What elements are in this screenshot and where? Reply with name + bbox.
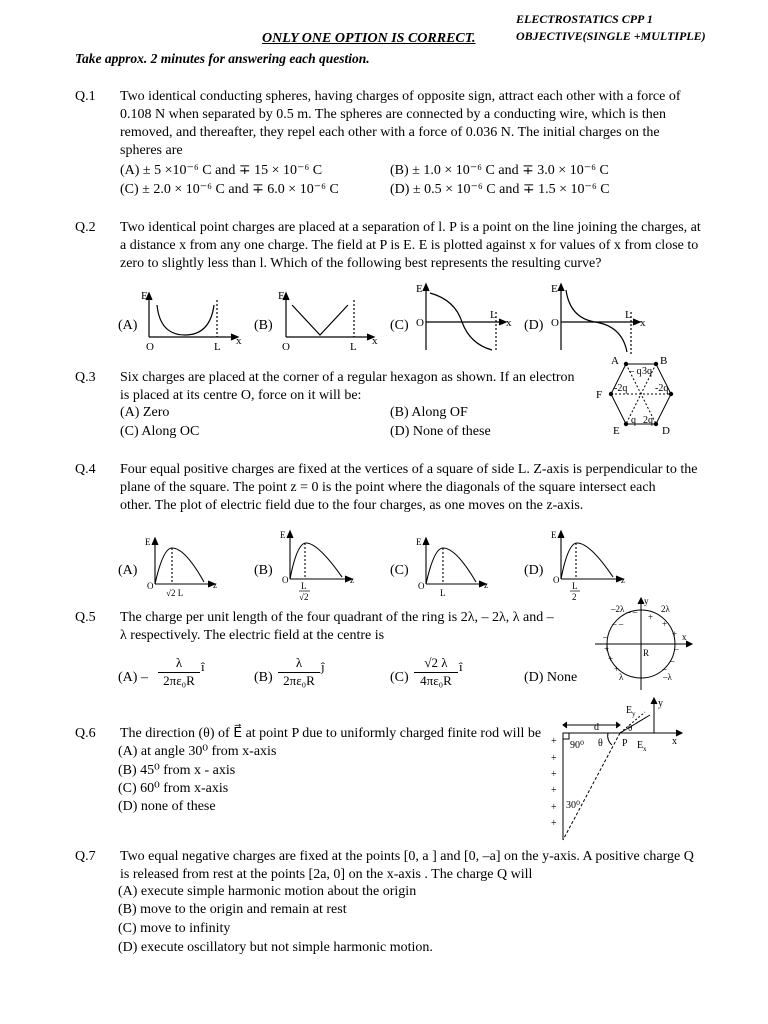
svg-text:E: E — [551, 530, 557, 540]
q5-c-denominator: 4πε₀R — [414, 672, 458, 689]
svg-text:θ: θ — [598, 738, 603, 749]
q2-option-c[interactable]: (C) — [390, 318, 409, 333]
q5-b-unit: ĵ — [321, 659, 325, 674]
svg-text:–: – — [674, 644, 679, 654]
svg-text:+: + — [648, 612, 654, 622]
svg-text:F: F — [596, 389, 603, 401]
q1-number: Q.1 — [75, 89, 96, 104]
q4-option-d[interactable]: (D) — [524, 563, 544, 578]
q4-line: Four equal positive charges are fixed at the vertices of a square of side L. Z-axis is perpendicular to the — [120, 462, 698, 477]
q1-line: Two identical conducting spheres, having charges of opposite sign, attract each other with a force of — [120, 89, 681, 104]
svg-text:– –: – – — [626, 607, 638, 617]
svg-text:O: O — [551, 317, 559, 329]
q4-line: plane of the square. The point z = 0 is the point where the diagonals of the square intersect each — [120, 480, 656, 495]
svg-text:+: + — [662, 619, 668, 629]
svg-text:–: – — [603, 632, 608, 642]
svg-text:R: R — [643, 648, 650, 658]
header-type: OBJECTIVE(SINGLE +MULTIPLE) — [516, 29, 706, 43]
svg-text:y: y — [644, 596, 649, 606]
svg-text:O: O — [416, 317, 424, 329]
svg-text:+: + — [551, 769, 557, 780]
q5-a-numerator: λ — [175, 655, 183, 670]
q3-number: Q.3 — [75, 370, 96, 385]
q6-option-b[interactable]: (B) 45⁰ from x - axis — [118, 763, 236, 778]
svg-text:L: L — [440, 588, 446, 598]
q5-c-unit: î — [459, 659, 463, 674]
svg-text:L: L — [490, 309, 497, 321]
svg-text:– q: – q — [629, 366, 642, 377]
svg-text:+: + — [608, 654, 614, 664]
q3-option-a[interactable]: (A) Zero — [120, 405, 170, 420]
svg-text:B: B — [660, 355, 668, 367]
q6-option-d[interactable]: (D) none of these — [118, 799, 216, 814]
svg-text:O: O — [553, 575, 560, 585]
svg-text:-2q: -2q — [655, 383, 669, 394]
q4-option-c[interactable]: (C) — [390, 563, 409, 578]
svg-text:+: + — [551, 753, 557, 764]
q1-line: spheres are — [120, 143, 183, 158]
svg-text:+: + — [551, 818, 557, 829]
q3-option-d[interactable]: (D) None of these — [390, 424, 491, 439]
q1-option-b[interactable]: (B) ± 1.0 × 10⁻⁶ C and ∓ 3.0 × 10⁻⁶ C — [390, 163, 609, 178]
q6-number: Q.6 — [75, 726, 96, 741]
svg-text:E: E — [141, 290, 148, 302]
svg-text:λ: λ — [619, 672, 624, 682]
q1-line: removed, and thereafter, they repel each other with a force of 0.036 N. The initial charges on the — [120, 125, 660, 140]
q5-line: The charge per unit length of the four quadrant of the ring is 2λ, – 2λ, λ and – — [120, 610, 554, 625]
q5-option-b[interactable]: (B) — [254, 670, 273, 685]
svg-text:O: O — [418, 581, 425, 591]
svg-text:+: + — [672, 629, 678, 639]
q2-option-a[interactable]: (A) — [118, 318, 138, 333]
svg-text:L: L — [625, 309, 632, 321]
svg-text:90⁰: 90⁰ — [570, 740, 585, 751]
q7-number: Q.7 — [75, 849, 96, 864]
svg-text:E: E — [278, 290, 285, 302]
q6-option-a[interactable]: (A) at angle 30⁰ from x-axis — [118, 744, 277, 759]
svg-text:–λ: –λ — [663, 672, 672, 682]
page-title: ONLY ONE OPTION IS CORRECT. — [262, 31, 476, 46]
svg-text:P: P — [622, 738, 628, 749]
svg-text:30⁰: 30⁰ — [566, 800, 581, 811]
svg-text:y: y — [632, 710, 636, 718]
svg-text:z: z — [350, 575, 354, 585]
q7-option-c[interactable]: (C) move to infinity — [118, 921, 231, 936]
q2-line: a distance x from any one charge. The field at P is E. E is plotted against x for values of x from close to — [120, 238, 699, 253]
svg-text:y: y — [658, 698, 663, 709]
q3-line: is placed at its centre O, force on it will be: — [120, 388, 362, 403]
q6-line: The direction (θ) of E⃗ at point P due to uniformly charged finite rod will be — [120, 726, 542, 741]
svg-text:D: D — [662, 425, 670, 437]
q2-option-d[interactable]: (D) — [524, 318, 544, 333]
svg-text:E: E — [551, 283, 558, 295]
svg-text:z: z — [213, 580, 217, 590]
svg-text:2: 2 — [572, 592, 577, 602]
svg-text:– –: – – — [612, 619, 624, 629]
svg-text:L: L — [301, 581, 307, 591]
q4-option-a[interactable]: (A) — [118, 563, 138, 578]
q5-line: λ respectively. The electric field at the centre is — [120, 628, 385, 643]
svg-text:x: x — [682, 632, 687, 642]
q1-option-d[interactable]: (D) ± 0.5 × 10⁻⁶ C and ∓ 1.5 × 10⁻⁶ C — [390, 182, 610, 197]
q5-a-unit: î — [201, 659, 205, 674]
svg-text:x: x — [672, 736, 677, 747]
svg-text:+: + — [551, 785, 557, 796]
q3-line: Six charges are placed at the corner of a regular hexagon as shown. If an electron — [120, 370, 575, 385]
q6-option-c[interactable]: (C) 60⁰ from x-axis — [118, 781, 229, 796]
svg-text:L: L — [572, 581, 578, 591]
q4-line: other. The plot of electric field due to the four charges, as one moves on the z-axis. — [120, 498, 584, 513]
svg-text:+: + — [551, 802, 557, 813]
q7-option-a[interactable]: (A) execute simple harmonic motion about the origin — [118, 884, 417, 899]
svg-text:E: E — [280, 530, 286, 540]
svg-text:E: E — [416, 537, 422, 547]
q5-option-a[interactable]: (A) – — [118, 670, 148, 685]
svg-text:2λ: 2λ — [661, 604, 670, 614]
svg-text:+: + — [614, 664, 620, 674]
q2-option-b[interactable]: (B) — [254, 318, 273, 333]
svg-text:-2q: -2q — [614, 383, 628, 394]
svg-text:A: A — [611, 355, 619, 367]
svg-text:x: x — [506, 317, 512, 329]
q1-option-c[interactable]: (C) ± 2.0 × 10⁻⁶ C and ∓ 6.0 × 10⁻⁶ C — [120, 182, 339, 197]
svg-text:z: z — [621, 575, 625, 585]
svg-text:E: E — [613, 425, 620, 437]
svg-text:L: L — [350, 341, 357, 353]
q3-option-c[interactable]: (C) Along OC — [120, 424, 200, 439]
svg-text:x: x — [643, 745, 647, 753]
svg-text:q: q — [631, 415, 636, 426]
q7-option-d[interactable]: (D) execute oscillatory but not simple harmonic motion. — [118, 940, 433, 955]
svg-text:–: – — [662, 664, 667, 674]
q2-line: zero to slightly less than l. Which of the following best represents the resulting curve? — [120, 256, 602, 271]
q4-option-b[interactable]: (B) — [254, 563, 273, 578]
svg-text:2q: 2q — [643, 415, 653, 426]
svg-text:+: + — [604, 644, 610, 654]
svg-text:O: O — [282, 575, 289, 585]
q5-option-d[interactable]: (D) None — [524, 670, 578, 685]
svg-text:O: O — [282, 341, 290, 353]
svg-text:θ: θ — [628, 723, 633, 733]
q5-number: Q.5 — [75, 610, 96, 625]
instruction: Take approx. 2 minutes for answering each question. — [75, 51, 370, 66]
q7-line: is released from rest at the points [2a, 0] on the x-axis . The charge Q will — [120, 867, 533, 882]
svg-text:3q: 3q — [642, 366, 652, 377]
q2-line: Two identical point charges are placed at a separation of l. P is a point on the line joining the charges, at — [120, 220, 701, 235]
q5-a-denominator: 2πε₀R — [158, 672, 200, 689]
svg-text:x: x — [372, 335, 378, 347]
q3-option-b[interactable]: (B) Along OF — [390, 405, 468, 420]
q5-b-denominator: 2πε₀R — [278, 672, 320, 689]
svg-text:L: L — [214, 341, 221, 353]
svg-text:x: x — [640, 317, 646, 329]
q5-c-numerator: √2 λ — [424, 655, 448, 670]
svg-text:O: O — [146, 341, 154, 353]
svg-text:+: + — [551, 736, 557, 747]
svg-text:√2: √2 — [299, 592, 309, 602]
svg-text:z: z — [484, 580, 488, 590]
svg-text:E: E — [637, 740, 644, 751]
svg-text:√2 L: √2 L — [166, 588, 184, 598]
svg-text:x: x — [236, 335, 242, 347]
svg-text:d: d — [594, 722, 599, 733]
q5-option-c[interactable]: (C) — [390, 670, 409, 685]
q1-line: 0.108 N when separated by 0.5 m. The spheres are connected by a conducting wire, which is then — [120, 107, 666, 122]
svg-text:–2λ: –2λ — [611, 604, 625, 614]
svg-text:E: E — [145, 537, 151, 547]
q1-option-a[interactable]: (A) ± 5 ×10⁻⁶ C and ∓ 15 × 10⁻⁶ C — [120, 163, 323, 178]
svg-text:E: E — [626, 705, 633, 716]
q4-number: Q.4 — [75, 462, 96, 477]
header-topic: ELECTROSTATICS CPP 1 — [516, 12, 653, 26]
svg-text:E: E — [416, 283, 423, 295]
q5-b-numerator: λ — [295, 655, 303, 670]
q7-option-b[interactable]: (B) move to the origin and remain at rest — [118, 902, 347, 917]
svg-text:–: – — [670, 656, 675, 666]
q2-number: Q.2 — [75, 220, 96, 235]
q7-line: Two equal negative charges are fixed at the points [0, a ] and [0, –a] on the y-axis. A positive charge Q — [120, 849, 694, 864]
svg-text:O: O — [147, 581, 154, 591]
